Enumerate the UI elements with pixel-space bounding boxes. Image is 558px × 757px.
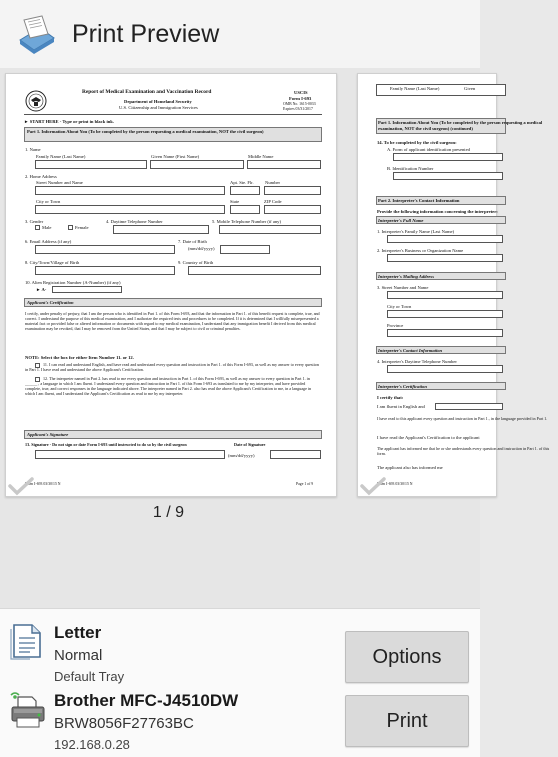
doc2-province: Province [387,323,404,328]
doc-field [387,329,503,337]
doc2-family-name: Family Name (Last Name) [390,86,440,91]
doc-field [230,205,260,214]
doc-mmddyyyy-sig: (mm/dd/yyyy) [228,453,255,458]
doc-male: Male [42,225,52,230]
printer-icon [10,691,46,731]
doc2-part2: Part 2. Interpreter's Contact Information [378,198,460,203]
doc-zip: ZIP Code [264,199,282,204]
doc2-certify: I certify that: [377,395,404,400]
doc-f11: 11. I can read and understand English, and have read and understand every question and instruction in Part 1. of this Form I-693, as well as my answer to every question in Part 1. I have read and understand the above Applicant's Certification. [25,362,319,373]
doc2-f1: 1. Interpreter's Family Name (Last Name) [377,229,455,234]
doc-f1: 1. Name [25,147,41,152]
doc2-f14: 14. To be completed by the civil surgeon: [377,140,457,145]
doc-f7: 7. Date of Birth [178,239,207,244]
doc-applicant-cert: Applicant's Certification [27,300,74,305]
doc-f8: 8. City/Town/Village of Birth [25,260,80,265]
doc-field [35,205,225,214]
doc-start-here: ► START HERE - Type or print in black ink. [24,119,114,124]
doc2-city: City or Town [387,304,412,309]
printer-id-label: BRW8056F27763BC [54,715,194,732]
doc-applicant-sig: Applicant's Signature [27,432,69,437]
doc-form-no: Form I-693 [289,96,312,101]
document-icon [10,621,46,661]
page-indicator: 1 / 9 [152,504,185,521]
doc-field [393,153,503,161]
doc-checkbox [35,225,40,230]
doc2-interp-contact: Interpreter's Contact Information [378,348,443,353]
doc-f13: 13. Signature - Do not sign or date Form I-693 until instructed to do so by the civil surgeon [25,442,187,447]
printer-ip-label: 192.168.0.28 [54,737,130,752]
doc-field [264,186,321,195]
doc2-f3: 3. Street Number and Name [377,285,429,290]
paper-tray-label: Default Tray [54,669,125,684]
doc2-fluent: I am fluent in English and [377,404,425,409]
doc-field [35,160,147,169]
doc2-read-cert: I have read the Applicant's Certification to the applicant [377,435,480,440]
doc-sig-header [24,430,322,439]
doc-f6: 6. Email Address (if any) [25,239,72,244]
doc-field [220,245,270,254]
paper-type-label: Normal [54,647,103,664]
doc-field [387,235,503,243]
doc-cert-text: I certify, under penalty of perjury, that I am the person who is identified in Part 1. of this Form I-693, and that the information in Part 1. of this benefit request is complete, true, and correct. I understand the purpose of this medical examination, and I authorize the required tests and procedures to be completed. If it is determined that I willfully misrepresented a material fact or provided false or altered information or documents with regard to my medical examination, I understand that any immigration benefit I derived from this medical examination may be revoked, that I may be removed from the United States, and that I may be subject to civil or criminal penalties. [25,311,320,332]
doc2-f2: 2. Interpreter's Business or Organization Name [377,248,464,253]
doc-middle-name: Middle Name [248,154,274,159]
doc-uscis: USCIS [294,90,308,95]
doc-agency2: U.S. Citizenship and Immigration Services [119,105,198,110]
doc-field [270,450,321,459]
doc-omb: OMB No. 1615-0033 [283,102,316,106]
doc2-f4: 4. Interpreter's Daytime Telephone Number [377,359,457,364]
doc-field [35,186,225,195]
doc-part1-title: Part 1. Information About You (To be completed by the person requesting a medical examination, NOT the civil surgeon) [27,129,264,134]
doc-heading: Report of Medical Examination and Vaccination Record [82,89,212,95]
doc2-informed: The applicant has informed me that he or she understands every question and instruction in Part 1. of this form. [377,446,550,457]
doc2-f14a: A. Form of applicant identification presented [387,147,470,152]
doc-given-name: Given Name (First Name) [151,154,200,159]
print-button[interactable]: Print [345,695,469,747]
doc-city: City or Town [36,199,61,204]
print-preview-icon [14,12,58,56]
doc2-f14b: B. Identification Number [387,166,434,171]
doc-date-sig: Date of Signature [234,442,266,447]
doc-field [393,172,503,180]
page-selected-check-icon [8,477,34,495]
doc-field [387,291,503,299]
doc2-interp-cert: Interpreter's Certification [378,384,427,389]
doc-f12: 12. The interpreter named in Part 2. has read to me every question and instruction in Part 1. of this Form I-693, as well as my answer to every question in Part 1. in ______ , a language in which I am fluent. I understand every question and instruction in Part 1. of this Form I-693 as translated to me by my interpreter, and have provided complete, true, and correct responses in the language indicated above. The interpreter named in Part 2. also has read the above Applicant's Certification to me, in a language in which I am fluent, and I understand the Applicant's Certification as read to me by my interpreter. [25,376,312,397]
printer-row[interactable] [0,687,330,753]
doc2-interp-mail: Interpreter's Mailing Address [378,274,434,279]
doc-f10: 10. Alien Registration Number (A-Number) (if any) [25,280,121,285]
doc-field [35,266,175,275]
doc-checkbox [68,225,73,230]
paper-size-label: Letter [54,623,102,642]
doc-street: Street Number and Name [36,180,83,185]
print-settings-panel [0,608,480,757]
preview-page-1[interactable] [5,73,337,497]
doc-field [387,254,503,262]
page-selected-check-icon [360,477,386,495]
doc-female: Female [75,225,89,230]
preview-page-2[interactable] [357,73,550,497]
doc-field [264,205,321,214]
doc-field [230,186,260,195]
printer-name-label: Brother MFC-J4510DW [54,691,239,710]
doc-field [35,245,175,254]
doc-footer-left: Form I-693 03/30/15 N [25,482,61,486]
doc-mmddyyyy: (mm/dd/yyyy) [188,246,215,251]
doc-apt: Apt. Ste. Flr. [230,180,254,185]
doc2-part1: Part 1. Information About You (To be completed by the person requesting a medical examination, NOT the civil surgeon) (continued) [378,120,543,131]
doc2-footer-left: Form I-693 03/30/15 N [377,482,413,486]
page-title: Print Preview [72,19,220,48]
doc-field [387,365,503,373]
doc-f9: 9. Country of Birth [178,260,214,265]
doc-f3: 3. Gender [25,219,44,224]
divider [24,114,322,115]
doc2-read-app: I have read to this applicant every question and instruction in Part 1., in the language provided in Part 1. [377,416,548,421]
doc-field [188,266,321,275]
doc-field [35,450,225,459]
doc2-interp-name: Interpreter's Full Name [378,218,424,223]
doc-field [247,160,321,169]
app-header [0,0,480,68]
doc-expires: Expires 03/31/2017 [283,107,313,111]
doc-field [150,160,244,169]
doc-field [52,286,122,293]
doc-f4: 4. Daytime Telephone Number [106,219,163,224]
doc-field [387,310,503,318]
doc-anum: ► A- [36,287,47,292]
doc2-also: The applicant also has informed me [377,465,443,470]
doc-field [219,225,321,234]
doc2-provide: Provide the following information concerning the interpreter: [377,209,498,214]
options-button[interactable]: Options [345,631,469,683]
doc-f2: 2. Home Address [25,174,57,179]
paper-settings-row[interactable] [0,619,330,683]
doc-agency1: Department of Homeland Security [124,99,192,104]
doc-field [435,403,503,410]
preview-area[interactable] [0,68,550,608]
doc-note: NOTE: Select the box for either Item Number 11. or 12. [25,355,134,360]
dhs-seal-icon [25,90,47,112]
doc-field [113,225,209,234]
doc-footer-right: Page 1 of 9 [296,482,314,486]
doc-state: State [230,199,240,204]
doc-f5: 5. Mobile Telephone Number (if any) [212,219,281,224]
doc2-given: Given [464,86,476,91]
doc-family-name: Family Name (Last Name) [36,154,86,159]
doc-number: Number [265,180,281,185]
